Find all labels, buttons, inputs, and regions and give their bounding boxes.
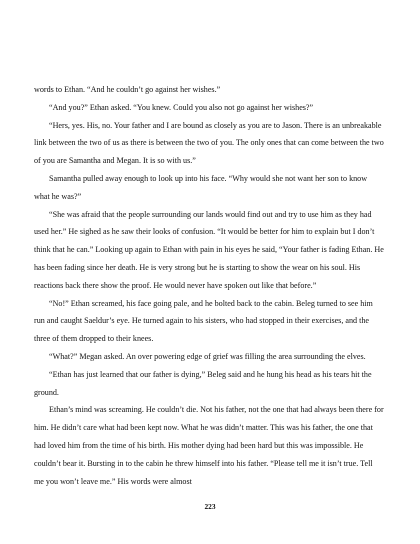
paragraph: “And you?” Ethan asked. “You knew. Could you also not go against her wishes?” <box>49 102 314 112</box>
paragraph: Ethan’s mind was screaming. He couldn’t die. Not his father, not the one that had always been there for him. He didn’t care what had been kept now. What he was didn’t matter. This was his father, the one that had loved him from the time of his birth. His mother dying had been hard but this was impossible. He couldn’t bear it. Bursting in to the cabin he threw himself into his father. “Please tell me it isn’t true. Tell me you won’t leave me.” His words were almost <box>34 405 384 486</box>
paragraph: “She was afraid that the people surrounding our lands would find out and try to use him as they had used her.” He sighed as he saw their looks of confusion. “It would be better for him to explain but I don’t think that he can.” Looking up again to Ethan with pain in his eyes he said, “Your father is fading Ethan. He has been fading since her death. He is very strong but he is starting to show the wear on his soul. His reactions back there show the proof. He would never have spoken out like that before.” <box>34 209 384 290</box>
paragraph: “No!” Ethan screamed, his face going pale, and he bolted back to the cabin. Beleg turned to see him run and caught Saeldur’s eye. He turned again to his sisters, who had stopped in their exercises, and the three of them dropped to their knees. <box>34 298 373 344</box>
page-number: 223 <box>204 502 216 511</box>
paragraph: “Ethan has just learned that our father is dying,” Beleg said and he hung his head as his tears hit the ground. <box>34 369 372 397</box>
paragraph: words to Ethan. “And he couldn’t go against her wishes.” <box>34 85 221 94</box>
paragraph: “Hers, yes. His, no. Your father and I are bound as closely as you are to Jason. There is an unbreakable link between the two of us as there is between the two of you. The only ones that can come between the two of you are Samantha and Megan. It is so with us.” <box>34 120 384 166</box>
body-text <box>34 81 384 490</box>
paragraph: “What?” Megan asked. An over powering edge of grief was filling the area surrounding the elves. <box>49 351 366 361</box>
paragraph: Samantha pulled away enough to look up into his face. “Why would she not want her son to know what he was?” <box>34 173 368 201</box>
